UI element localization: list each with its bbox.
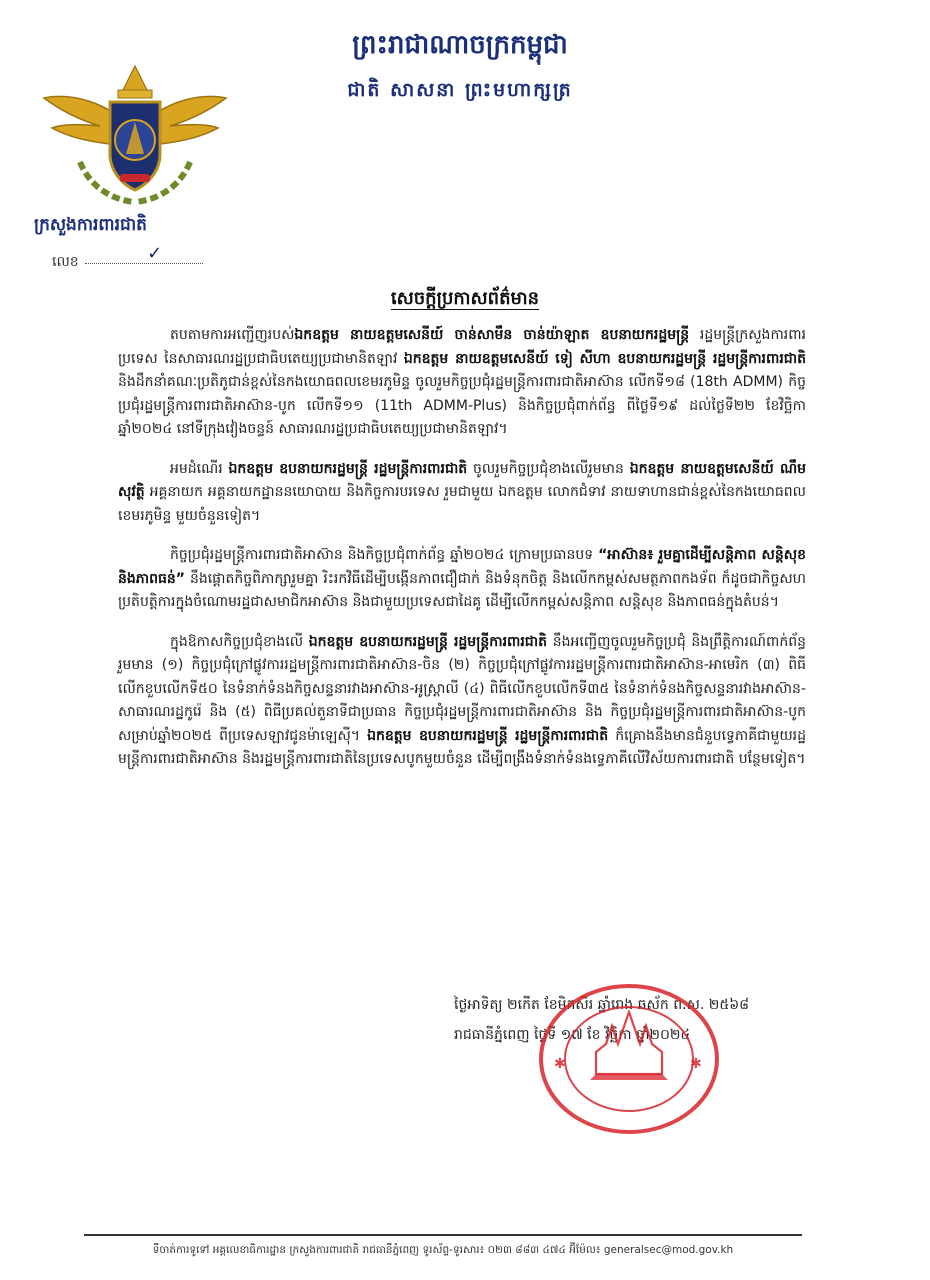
bold-name: ឯកឧត្តម ឧបនាយករដ្ឋមន្ត្រី រដ្ឋមន្ត្រីការពារជាតិ bbox=[308, 633, 548, 650]
kingdom-header bbox=[300, 28, 620, 106]
text-run: រដ្ឋមន្ត្រីក្រសួងការពារប្រទេស នៃសាធារណរដ្ឋប្រជាធិបតេយ្យប្រជាមានិតឡាវ bbox=[118, 327, 806, 367]
text-run: អគ្គនាយក អគ្គនាយកដ្ឋាននយោបាយ និងកិច្ចការបរទេស រួមជាមួយ ឯកឧត្តម លោកជំទាវ នាយទាហានជាន់ខ្ពស់នៃកងយោធពលខេមរភូមិន្ទ មួយចំនួនទៀត។ bbox=[118, 484, 806, 524]
reference-dotted-line bbox=[85, 243, 203, 264]
bold-name: ឯកឧត្តម ឧបនាយករដ្ឋមន្ត្រី រដ្ឋមន្ត្រីការពារជាតិ bbox=[228, 460, 468, 477]
text-run: ចូលរួមកិច្ចប្រជុំខាងលើរួមមាន bbox=[467, 460, 630, 477]
bold-name: ឯកឧត្តម នាយឧត្តមសេនីយ៍ ចាន់សាមឹន ចាន់យ៉ាឡាត ឧបនាយករដ្ឋមន្ត្រី bbox=[294, 327, 690, 343]
lunar-date: ថ្ងៃអាទិត្យ ២កើត ខែមិគសិរ ឆ្នាំរោង ឆស័ក ព.ស. ២៥៦៨ bbox=[454, 997, 750, 1013]
document-body bbox=[118, 324, 806, 788]
text-run: ក្នុងឱកាសកិច្ចប្រជុំខាងលើ bbox=[170, 633, 309, 650]
bold-theme: “អាស៊ាន៖ រួមគ្នាដើម្បីសន្តិភាព សន្តិសុខ និងភាពធន់” bbox=[118, 547, 806, 587]
text-run: និងដឹកនាំគណៈប្រតិភូជាន់ខ្ពស់នៃកងយោធពលខេមរភូមិន្ទ ចូលរួមកិច្ចប្រជុំរដ្ឋមន្ត្រីការពារជាតិអាស៊ាន លើកទី១៨ (18th ADMM) កិច្ចប្រជុំរដ្ឋមន្ត្រីការពារជាតិអាស៊ាន-បូក លើកទី១១ (11th ADMM-Plus) និងកិច្ចប្រជុំពាក់ព័ន្ធ ពីថ្ងៃទី១៩ ដល់ថ្ងៃទី២២ ខែវិច្ឆិកា ឆ្នាំ២០២៤ នៅទីក្រុងវៀងចន្ទន៍ សាធារណរដ្ឋប្រជាធិបតេយ្យប្រជាមានិតឡាវ។ bbox=[118, 374, 806, 437]
reference-label: លេខ bbox=[52, 254, 79, 270]
ministry-emblem-icon bbox=[40, 62, 230, 210]
text-run: អមដំណើរ bbox=[170, 460, 229, 477]
national-motto: ជាតិ សាសនា ព្រះមហាក្សត្រ bbox=[347, 79, 573, 101]
footer-divider bbox=[84, 1234, 802, 1236]
svg-text:✱: ✱ bbox=[690, 1056, 702, 1072]
ministry-name: ក្រសួងការពារជាតិ bbox=[34, 215, 147, 235]
reference-number bbox=[52, 243, 203, 273]
svg-text:✱: ✱ bbox=[554, 1056, 566, 1072]
paragraph-2 bbox=[118, 458, 806, 529]
footer-contact: ទីចាត់ការទូទៅ អគ្គលេខាធិការដ្ឋាន ក្រសួងការពារជាតិ រាជធានីភ្នំពេញ ទូរស័ព្ទ-ទូរសារ៖ ០២៣ ៨៨៣ ៤៧៤ អ៊ីម៉ែល៖ generalsec@mod.gov.kh bbox=[152, 1244, 734, 1256]
checkmark-icon: ✓ bbox=[147, 243, 163, 264]
paragraph-3 bbox=[118, 544, 806, 615]
text-run: ក៏គ្រោងនឹងមានជំនួបទ្វេភាគីជាមួយរដ្ឋមន្ត្រីការពារជាតិអាស៊ាន និងរដ្ឋមន្ត្រីការពារជាតិនៃប្រទេសបូកមួយចំនួន ដើម្បីពង្រឹងទំនាក់ទំនងទ្វេភាគីលើវិស័យការពារជាតិ បន្ថែមទៀត។ bbox=[118, 727, 806, 767]
bold-name: ឯកឧត្តម នាយឧត្តមសេនីយ៍ ណឹម សុវត្ថិ bbox=[118, 460, 807, 500]
kingdom-name: ព្រះរាជាណាចក្រកម្ពុជា bbox=[352, 30, 568, 60]
document-title: សេចក្ដីប្រកាសព័ត៌មាន bbox=[390, 288, 540, 309]
solar-date: រាជធានីភ្នំពេញ ថ្ងៃទី ១៧ ខែ វិច្ឆិកា ឆ្នាំ២០២៤ bbox=[454, 1027, 691, 1043]
paragraph-4 bbox=[118, 631, 806, 772]
bold-name: ឯកឧត្តម នាយឧត្តមសេនីយ៍ ទៀ សីហា ឧបនាយករដ្ឋមន្ត្រី រដ្ឋមន្ត្រីការពារជាតិ bbox=[403, 350, 806, 367]
text-run: នឹងអញ្ជើញចូលរួមកិច្ចប្រជុំ និងព្រឹត្តិការណ៍ពាក់ព័ន្ធ រួមមាន (១) កិច្ចប្រជុំក្រៅផ្លូវការរដ្ឋមន្ត្រីការពារជាតិអាស៊ាន-ចិន (២) កិច្ចប្រជុំក្រៅផ្លូវការរដ្ឋមន្ត្រីការពារជាតិអាស៊ាន-អាមេរិក (៣) ពិធីលើកខួបលើកទី៥០ នៃទំនាក់ទំនងកិច្ចសន្ទនារវាងអាស៊ាន-អូស្ត្រាលី (៤) ពិធីលើកខួបលើកទី៣៥ នៃទំនាក់ទំនងកិច្ចសន្ទនារវាងអាស៊ាន-សាធារណរដ្ឋកូរ៉េ និង (៥) ពិធីប្រគល់តួនាទីជាប្រធាន កិច្ចប្រជុំរដ្ឋមន្ត្រីការពារជាតិអាស៊ាន និង កិច្ចប្រជុំរដ្ឋមន្ត្រីការពារជាតិអាស៊ាន-បូក សម្រាប់ឆ្នាំ២០២៥ ពីប្រទេសឡាវជូនម៉ាឡេស៊ី។ bbox=[118, 633, 806, 744]
text-run: កិច្ចប្រជុំរដ្ឋមន្ត្រីការពារជាតិអាស៊ាន និងកិច្ចប្រជុំពាក់ព័ន្ធ ឆ្នាំ២០២៤ ក្រោមប្រធានបទ bbox=[170, 547, 599, 563]
paragraph-1 bbox=[118, 324, 806, 442]
official-seal-stamp-icon bbox=[538, 982, 720, 1136]
bold-name: ឯកឧត្តម ឧបនាយករដ្ឋមន្ត្រី រដ្ឋមន្ត្រីការពារជាតិ bbox=[367, 727, 609, 744]
text-run: តបតាមការអញ្ជើញរបស់ bbox=[170, 327, 295, 343]
text-run: នឹងផ្ដោតកិច្ចពិភាក្សារួមគ្នា រិះរកវិធីដើម្បីបង្កើនភាពជឿជាក់ និងទំនុកចិត្ត និងលើកកម្ពស់សមត្ថភាពកងទ័ព ក៏ដូចជាកិច្ចសហប្រតិបត្តិការក្នុងចំណោមរដ្ឋជាសមាជិកអាស៊ាន និងជាមួយប្រទេសជាដៃគូ ដើម្បីលើកកម្ពស់សន្តិភាព សន្តិសុខ និងភាពធន់ក្នុងតំបន់។ bbox=[118, 570, 806, 610]
